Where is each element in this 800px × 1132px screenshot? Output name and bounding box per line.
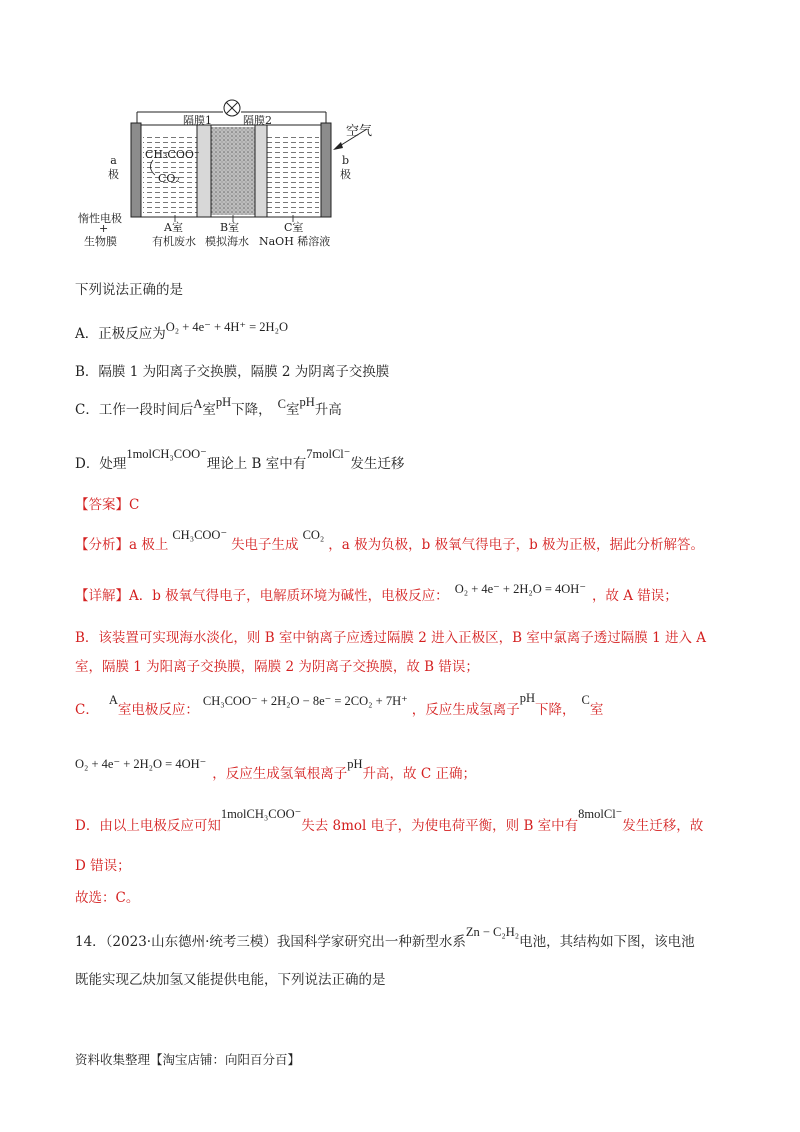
detail-c-text2: ，反应生成氢离子 xyxy=(411,702,520,718)
detail-c-line1 xyxy=(75,691,604,718)
left-caption-line3: 生物膜 xyxy=(84,235,117,248)
room-c-sublabel: NaOH 稀溶液 xyxy=(259,235,331,248)
conclusion: 故选：C。 xyxy=(75,890,140,906)
option-c-prefix: C．工作一段时间后 xyxy=(75,402,194,418)
analysis-line xyxy=(75,528,705,553)
option-d xyxy=(75,447,405,472)
detail-c-c: C xyxy=(581,693,590,707)
q14-formula: Zn − C₂H₂ xyxy=(465,925,520,939)
option-c-room: 室 xyxy=(202,402,216,418)
q14-number: 14．（2023·山东德州·统考三模）我国科学家研究出一种新型水系 xyxy=(75,934,466,950)
option-c-room2: 室 xyxy=(286,402,300,418)
detail-c-label: C． xyxy=(75,702,99,718)
option-a xyxy=(75,322,288,342)
detail-b-line1: B．该装置可实现海水淡化，则 B 室中钠离子应透过隔膜 2 进入正极区，B 室中氯离子透过隔膜 1 进入 A xyxy=(75,630,707,646)
detail-d-line1 xyxy=(75,807,704,834)
detail-formula: O₂ + 4e⁻ + 2H₂O = 4OH⁻ xyxy=(454,582,586,596)
co2-label: CO₂ xyxy=(158,172,180,185)
option-d-suffix: 发生迁移 xyxy=(350,456,405,472)
detail-d-text2: 发生迁移，故 xyxy=(622,818,704,834)
detail-c-a: A xyxy=(108,693,118,707)
option-d-mid: 理论上 B 室中有 xyxy=(206,456,307,472)
detail-b-line2: 室，隔膜 1 为阳离子交换膜，隔膜 2 为阴离子交换膜，故 B 错误； xyxy=(75,659,479,675)
option-c-a: A xyxy=(193,397,203,411)
detail-d-label: D．由以上电极反应可知 xyxy=(75,818,221,834)
detail-c2-ph: pH xyxy=(347,757,363,771)
question-14-line2: 既能实现乙炔加氢又能提供电能，下列说法正确的是 xyxy=(75,972,386,988)
electrode-a-label: a 极 xyxy=(108,154,119,181)
option-b: B．隔膜 1 为阳离子交换膜，隔膜 2 为阴离子交换膜 xyxy=(75,364,390,380)
left-caption-line1: 惰性电极 xyxy=(78,212,122,225)
option-d-formula2: 7molCl⁻ xyxy=(306,447,351,461)
detail-c2-text: ，反应生成氢氧根离子 xyxy=(212,766,348,782)
room-a-sublabel: 有机废水 xyxy=(152,235,196,248)
air-label: 空气 xyxy=(346,124,373,139)
left-caption-line2: + xyxy=(99,222,109,235)
option-a-prefix: A．正极反应为 xyxy=(75,326,166,342)
detail-c2-text2: 升高，故 C 正确； xyxy=(362,766,476,782)
detail-d-line2: D 错误； xyxy=(75,858,131,874)
detail-c-text3: 下降， xyxy=(534,702,576,718)
detail-d-formula2: 8molCl⁻ xyxy=(578,807,623,821)
detail-c-text: 室电极反应： xyxy=(117,702,199,718)
room-a-label: A室 xyxy=(164,221,183,234)
option-c-up: 升高 xyxy=(314,402,342,418)
analysis-rest: ，a 极为负极，b 极氧气得电子，b 极为正极，据此分析解答。 xyxy=(328,537,705,553)
room-b-label: B室 xyxy=(220,221,240,234)
option-c-ph: pH xyxy=(215,395,232,409)
membrane-1 xyxy=(197,125,211,217)
option-c-ph2: pH xyxy=(299,395,315,409)
question-stem: 下列说法正确的是 xyxy=(75,282,183,298)
footer-note: 资料收集整理【淘宝店铺：向阳百分百】 xyxy=(75,1052,301,1067)
detail-c-ph: pH xyxy=(519,691,535,705)
detail-c-line2 xyxy=(75,757,476,782)
ch3coo-label: CH₃COO⁻ xyxy=(145,148,200,161)
membrane-2-label: 隔膜2 xyxy=(243,114,272,127)
question-14-line1 xyxy=(75,925,695,950)
option-c xyxy=(75,395,342,418)
analysis-label: 【分析】a 极上 xyxy=(75,537,169,553)
detail-c2-formula: O₂ + 4e⁻ + 2H₂O = 4OH⁻ xyxy=(75,757,207,771)
membrane-2 xyxy=(255,125,267,217)
detail-d-formula: 1molCH₃COO⁻ xyxy=(220,807,302,821)
answer-label: 【答案】C xyxy=(75,497,140,513)
electrode-a xyxy=(131,123,141,217)
room-c-label: C室 xyxy=(284,221,304,234)
analysis-mid: 失电子生成 xyxy=(231,537,299,553)
detail-end: ，故 A 错误； xyxy=(591,588,678,604)
option-c-down: 下降， xyxy=(231,402,272,418)
membrane-1-label: 隔膜1 xyxy=(183,114,212,127)
detail-a-line xyxy=(75,584,678,604)
option-d-formula: 1molCH₃COO⁻ xyxy=(126,447,207,461)
electrochemical-cell-diagram xyxy=(75,95,405,255)
detail-label: 【详解】A．b 极氧气得电子，电解质环境为碱性，电极反应： xyxy=(75,588,449,604)
electrode-b-label: b 极 xyxy=(340,154,351,181)
room-b-sublabel: 模拟海水 xyxy=(205,235,249,248)
analysis-formula: CH₃COO⁻ xyxy=(172,528,228,542)
option-d-prefix: D．处理 xyxy=(75,456,127,472)
detail-c-formula: CH₃COO⁻ + 2H₂O − 8e⁻ = 2CO₂ + 7H⁺ xyxy=(202,694,408,708)
detail-c-room: 室 xyxy=(589,702,604,718)
analysis-formula2: CO₂ xyxy=(302,528,325,542)
option-a-formula: O₂ + 4e⁻ + 4H⁺ = 2H₂O xyxy=(165,320,288,334)
q14-text1: 电池，其结构如下图，该电池 xyxy=(519,934,695,950)
option-c-c: C xyxy=(277,397,286,411)
detail-d-text: 失去 8mol 电子，为使电荷平衡，则 B 室中有 xyxy=(301,818,579,834)
electrode-b xyxy=(321,123,331,217)
